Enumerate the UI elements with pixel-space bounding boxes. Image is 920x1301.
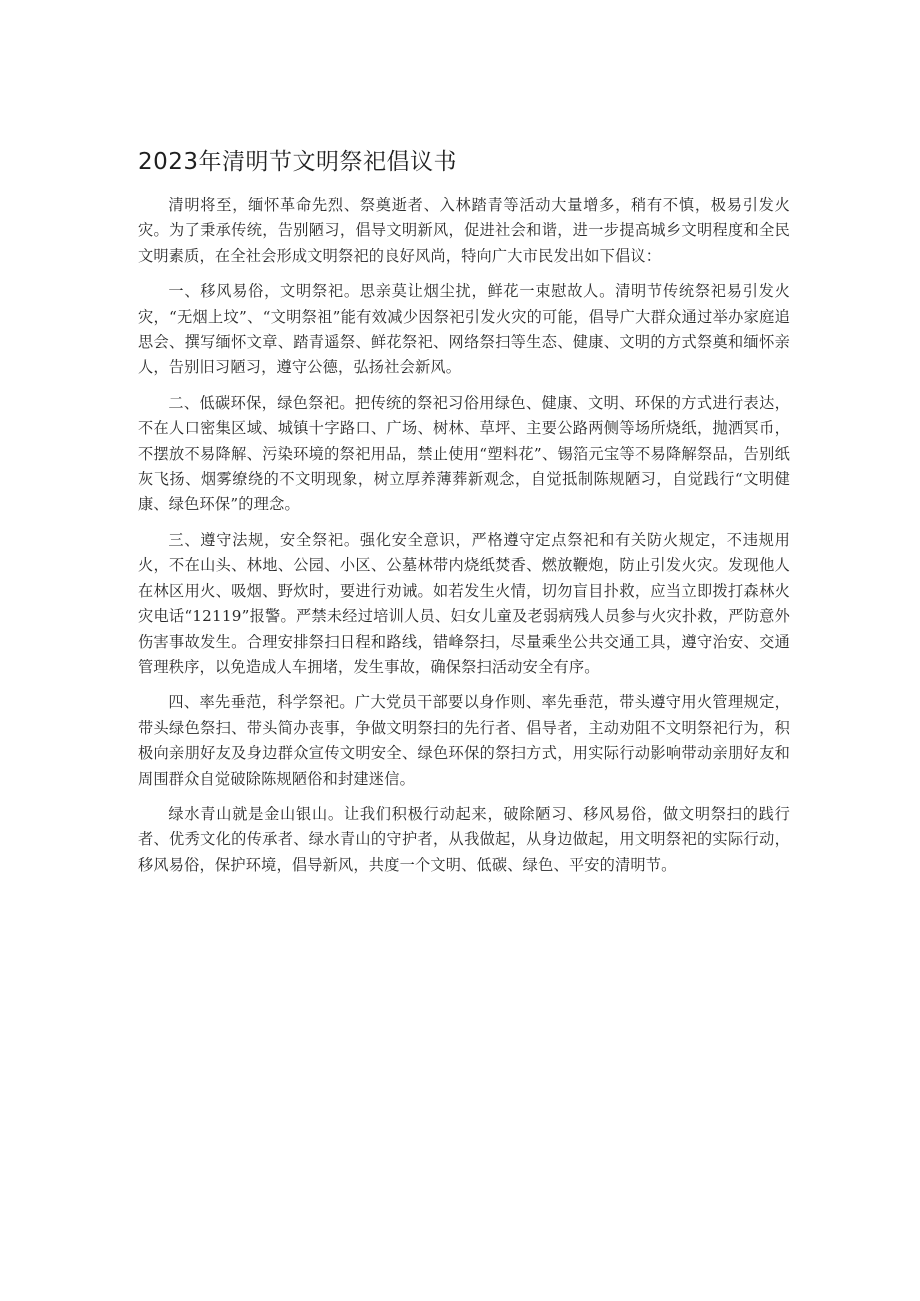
- paragraph-conclusion: 绿水青山就是金山银山。让我们积极行动起来，破除陋习、移风易俗，做文明祭扫的践行者、优秀文化的传承者、绿水青山的守护者，从我做起，从身边做起，用文明祭祀的实际行动，移风易俗，保护环境，倡导新风，共度一个文明、低碳、绿色、平安的清明节。: [138, 804, 790, 874]
- paragraph-point-4: 四、率先垂范，科学祭祀。广大党员干部要以身作则、率先垂范，带头遵守用火管理规定，带头绿色祭扫、带头简办丧事，争做文明祭扫的先行者、倡导者，主动劝阻不文明祭祀行为，积极向亲朋好友及身边群众宣传文明安全、绿色环保的祭扫方式，用实际行动影响带动亲朋好友和周围群众自觉破除陈规陋俗和封建迷信。: [138, 693, 790, 788]
- paragraph-point-2: 二、低碳环保，绿色祭祀。把传统的祭祀习俗用绿色、健康、文明、环保的方式进行表达，不在人口密集区域、城镇十字路口、广场、树林、草坪、主要公路两侧等场所烧纸，抛洒冥币，不摆放不易降解、污染环境的祭祀用品，禁止使用“塑料花”、锡箔元宝等不易降解祭品，告别纸灰飞扬、烟雾缭绕的不文明现象，树立厚养薄葬新观念，自觉抵制陈规陋习，自觉践行“文明健康、绿色环保”的理念。: [138, 393, 790, 514]
- document-title: 2023年清明节文明祭祀倡议书: [138, 149, 458, 175]
- paragraph-point-3: 三、遵守法规，安全祭祀。强化安全意识，严格遵守定点祭祀和有关防火规定，不违规用火，不在山头、林地、公园、小区、公墓林带内烧纸焚香、燃放鞭炮，防止引发火灾。发现他人在林区用火、吸烟、野炊时，要进行劝诫。如若发生火情，切勿盲目扑救，应当立即拨打森林火灾电话“12119”报警。严禁未经过培训人员、妇女儿童及老弱病残人员参与火灾扑救，严防意外伤害事故发生。合理安排祭扫日程和路线，错峰祭扫，尽量乘坐公共交通工具，遵守治安、交通管理秩序，以免造成人车拥堵，发生事故，确保祭扫活动安全有序。: [138, 530, 790, 676]
- paragraph-intro: 清明将至，缅怀革命先烈、祭奠逝者、入林踏青等活动大量增多，稍有不慎，极易引发火灾。为了秉承传统，告别陋习，倡导文明新风，促进社会和谐，进一步提高城乡文明程度和全民文明素质，在全社会形成文明祭祀的良好风尚，特向广大市民发出如下倡议：: [138, 196, 790, 265]
- document-body: [138, 145, 790, 888]
- paragraph-point-1: 一、移风易俗，文明祭祀。思亲莫让烟尘扰，鲜花一束慰故人。清明节传统祭祀易引发火灾，“无烟上坟”、“文明祭祖”能有效减少因祭祀引发火灾的可能，倡导广大群众通过举办家庭追思会、撰写缅怀文章、踏青遥祭、鲜花祭祀、网络祭扫等生态、健康、文明的方式祭奠和缅怀亲人，告别旧习陋习，遵守公德，弘扬社会新风。: [138, 282, 790, 377]
